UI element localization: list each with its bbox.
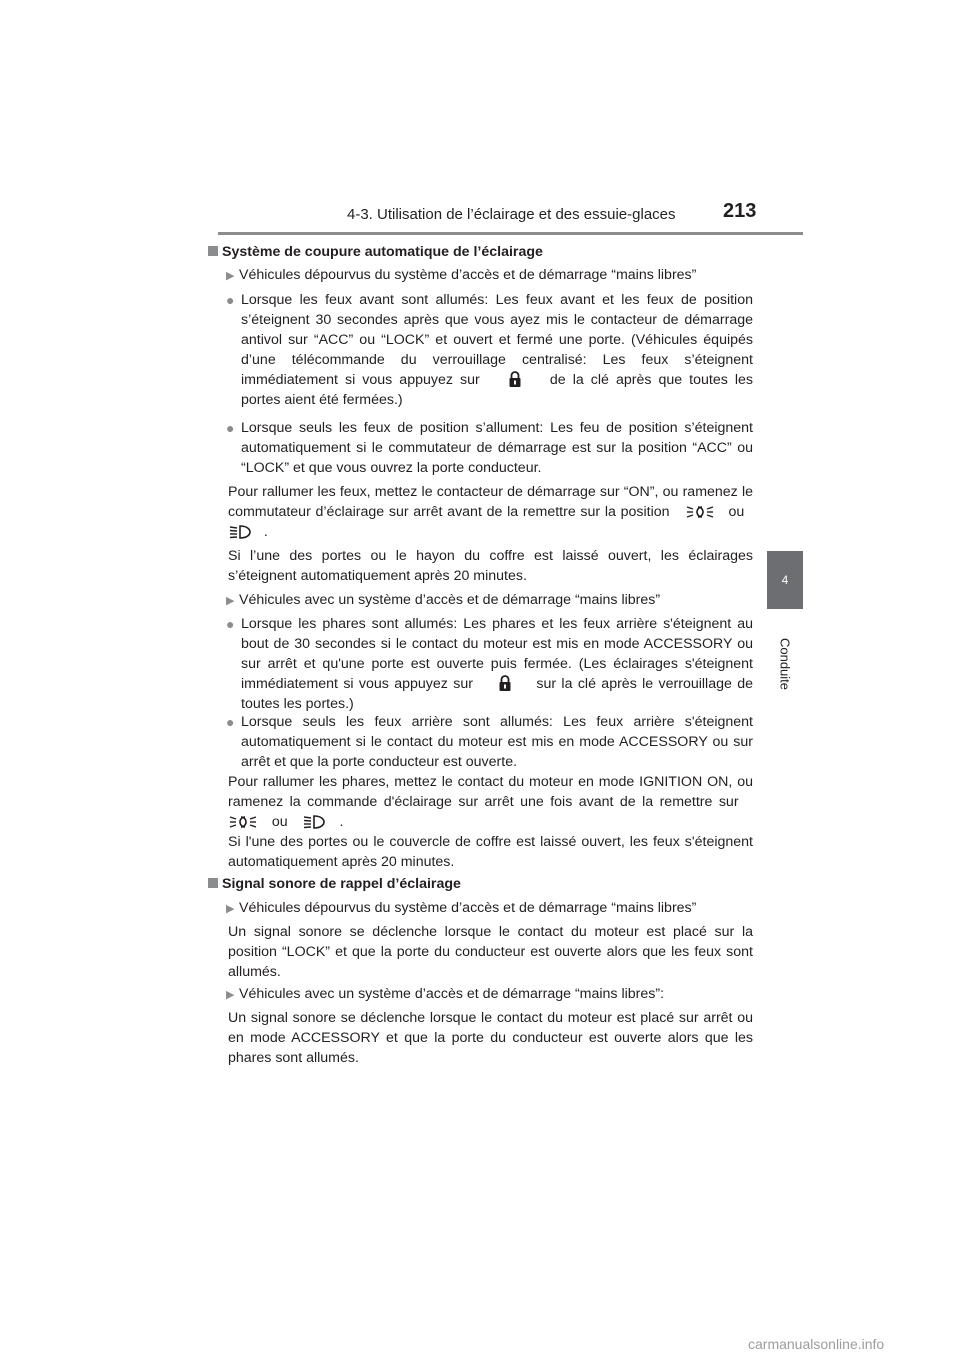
- variant-label: ▶ Véhicules dépourvus du système d’accès et de démarrage “mains libres”: [226, 265, 753, 286]
- watermark: carmanualsonline.info: [748, 1336, 885, 1352]
- paragraph: Un signal sonore se déclenche lorsque le contact du moteur est placé sur arrêt ou en mode ACCESSORY et que la porte du conducteur est ouverte alors que les phares sont allumés.: [228, 1010, 753, 1066]
- list-item: ● Lorsque seuls les feux de position s’allument: Les feu de position s’éteignent automatiquement si le commutateur de démarrage est sur la position “ACC” ou “LOCK” et que vous ouvrez la porte conducteur.: [226, 420, 753, 476]
- variant-label: ▶ Véhicules avec un système d’accès et de démarrage “mains libres”: [226, 590, 753, 611]
- header-rule: [218, 232, 803, 235]
- triangle-arrow-icon: ▶: [226, 903, 235, 915]
- chapter-label: Conduite: [777, 637, 793, 691]
- position-lights-icon: [685, 504, 715, 520]
- paragraph: Un signal sonore se déclenche lorsque le contact du moteur est placé sur la position “LOCK” et que la porte du conducteur est ouverte alors que les feux sont allumés.: [228, 924, 753, 980]
- list-item: ● Lorsque les phares sont allumés: Les phares et les feux arrière s'éteignent au bout de 30 secondes si le contact du moteur est mis en mode ACCESSORY ou sur arrêt et qu'une porte est ouverte puis fermée. (Les éclairages s'éteignent immédiatement si vous appuyez sur sur la clé après le verrouillage de toutes les portes.): [226, 616, 753, 712]
- section-heading-reminder: Signal sonore de rappel d’éclairage: [208, 874, 461, 894]
- triangle-arrow-icon: ▶: [226, 595, 235, 607]
- list-item: ● Lorsque seuls les feux arrière sont allumés: Les feux arrière s'éteignent automatiquement si le contact du moteur est mis en mode ACCESSORY ou sur arrêt et que la porte conducteur est ouverte.: [226, 714, 753, 770]
- section-heading-auto-off: Système de coupure automatique de l’éclairage: [208, 242, 543, 262]
- headlight-icon: [302, 814, 326, 830]
- lock-icon: [498, 675, 512, 692]
- square-bullet-icon: [208, 878, 218, 888]
- triangle-arrow-icon: ▶: [226, 270, 235, 282]
- page-header: [0, 0, 960, 240]
- list-item: ● Lorsque les feux avant sont allumés: Les feux avant et les feux de position s’éteignent 30 secondes après que vous ayez mis le contacteur de démarrage antivol sur “ACC” ou “LOCK” et ouvert et fermé une porte. (Véhicules équipés d’une télécommande du verrouillage centralisé: Les feux s’éteignent immédiatement si vous appuyez sur de la clé après que toutes les portes aient été fermées.): [226, 292, 753, 408]
- position-lights-icon: [228, 814, 258, 830]
- variant-label: ▶ Véhicules avec un système d’accès et de démarrage “mains libres”:: [226, 984, 753, 1005]
- chapter-tab: [767, 551, 803, 609]
- bullet-dot-icon: ●: [226, 616, 235, 632]
- section-title: 4-3. Utilisation de l’éclairage et des essuie-glaces: [347, 206, 676, 223]
- bullet-dot-icon: ●: [226, 420, 235, 436]
- bullet-dot-icon: ●: [226, 292, 235, 308]
- page-number: 213: [723, 200, 757, 222]
- paragraph: Pour rallumer les feux, mettez le contacteur de démarrage sur “ON”, ou ramenez le commutateur d’éclairage sur arrêt avant de la remettre sur la position ou .: [228, 484, 753, 540]
- bullet-dot-icon: ●: [226, 714, 235, 730]
- triangle-arrow-icon: ▶: [226, 989, 235, 1001]
- paragraph: Pour rallumer les phares, mettez le contact du moteur en mode IGNITION ON, ou ramenez la commande d'éclairage sur arrêt une fois avant de la remettre sur ou .: [228, 774, 753, 830]
- chapter-number: 4: [781, 573, 789, 587]
- lock-icon: [508, 371, 522, 388]
- headlight-icon: [228, 524, 252, 540]
- paragraph: Si l'une des portes ou le couvercle de coffre est laissé ouvert, les feux s'éteignent automatiquement après 20 minutes.: [228, 834, 753, 870]
- variant-label: ▶ Véhicules dépourvus du système d’accès et de démarrage “mains libres”: [226, 898, 753, 919]
- square-bullet-icon: [208, 246, 218, 256]
- paragraph: Si l’une des portes ou le hayon du coffre est laissé ouvert, les éclairages s’éteignent automatiquement après 20 minutes.: [228, 548, 753, 584]
